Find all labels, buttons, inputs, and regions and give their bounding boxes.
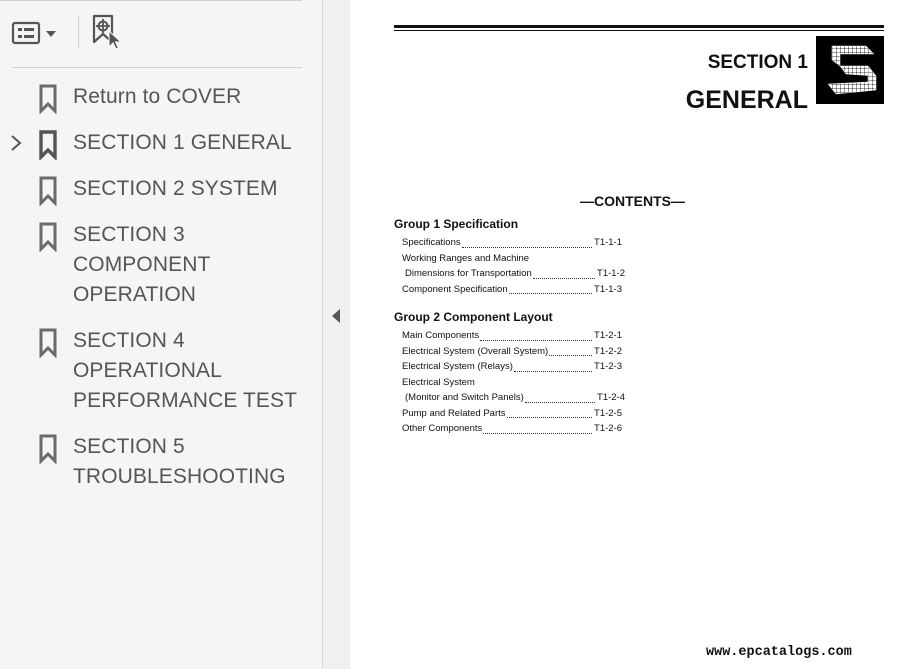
bookmark-icon	[38, 84, 58, 114]
document-page	[350, 0, 918, 669]
section-number: SECTION 1	[707, 52, 808, 73]
bookmark-return-to-cover[interactable]	[0, 76, 322, 122]
section-logo-icon	[816, 36, 884, 104]
bookmark-icon	[38, 130, 58, 160]
toolbar-separator	[78, 16, 79, 48]
bookmark-icon	[38, 222, 58, 252]
toc-group-1	[394, 217, 634, 297]
toc-entry[interactable]: Electrical System (Relays) T1-2-3	[402, 361, 622, 372]
panel-top-border	[0, 0, 302, 1]
bookmark-section-4-operational-performance-test[interactable]	[0, 320, 322, 426]
bookmark-label: SECTION 3 COMPONENT OPERATION	[73, 223, 211, 306]
bookmark-label: Return to COVER	[73, 85, 242, 108]
new-bookmark-icon	[90, 14, 126, 50]
panel-divider	[12, 67, 302, 68]
new-bookmark-button[interactable]	[90, 14, 130, 50]
toc-entry[interactable]: Pump and Related Parts T1-2-5	[402, 407, 622, 419]
chevron-down-icon	[44, 17, 58, 47]
toc-entry[interactable]: (Monitor and Switch Panels) T1-2-4	[405, 392, 625, 403]
bookmark-label: SECTION 2 SYSTEM	[73, 177, 278, 200]
toc-entry[interactable]: Other Components T1-2-6	[402, 423, 622, 434]
options-menu-button[interactable]	[10, 14, 70, 50]
bookmark-label: SECTION 1 GENERAL	[73, 131, 292, 154]
contents-heading: —CONTENTS—	[580, 193, 685, 209]
bookmark-section-1-general[interactable]	[0, 122, 322, 168]
toc-entry[interactable]: Electrical System	[402, 376, 475, 388]
toc-entry[interactable]: Main Components T1-2-1	[402, 330, 622, 341]
toc-entry[interactable]: Working Ranges and Machine	[402, 252, 530, 264]
bookmark-section-2-system[interactable]	[0, 168, 322, 214]
toc-entry[interactable]: Dimensions for Transportation T1-1-2	[405, 268, 625, 279]
header-rule	[394, 25, 884, 28]
toc-group-title: Group 1 Specification	[394, 217, 519, 231]
toc-entry[interactable]: Electrical System (Overall System) T1-2-2	[402, 345, 622, 357]
bookmark-label: SECTION 5 TROUBLESHOOTING	[73, 435, 286, 488]
list-options-icon	[10, 17, 44, 47]
toc-entry[interactable]: Component Specification T1-1-3	[402, 283, 622, 295]
toc-entry[interactable]: Specifications T1-1-1	[402, 237, 622, 248]
collapse-panel-icon[interactable]	[328, 304, 344, 328]
bookmark-icon	[38, 176, 58, 206]
bookmark-icon	[38, 434, 58, 464]
toc-group-title: Group 2 Component Layout	[394, 310, 553, 324]
bookmark-section-3-component-operation[interactable]	[0, 214, 322, 320]
bookmark-label: SECTION 4 OPERATIONAL PERFORMANCE TEST	[73, 329, 298, 412]
header-rule-thin	[394, 30, 884, 31]
bookmark-list	[0, 76, 322, 502]
bookmarks-toolbar	[10, 14, 302, 54]
bookmarks-panel	[0, 0, 323, 669]
section-title: GENERAL	[685, 86, 808, 114]
bookmark-section-5-troubleshooting[interactable]	[0, 426, 322, 502]
toc-group-2	[394, 310, 634, 437]
bookmark-icon	[38, 328, 58, 358]
chevron-right-icon[interactable]	[9, 132, 23, 154]
watermark-text: www.epcatalogs.com	[706, 645, 852, 660]
